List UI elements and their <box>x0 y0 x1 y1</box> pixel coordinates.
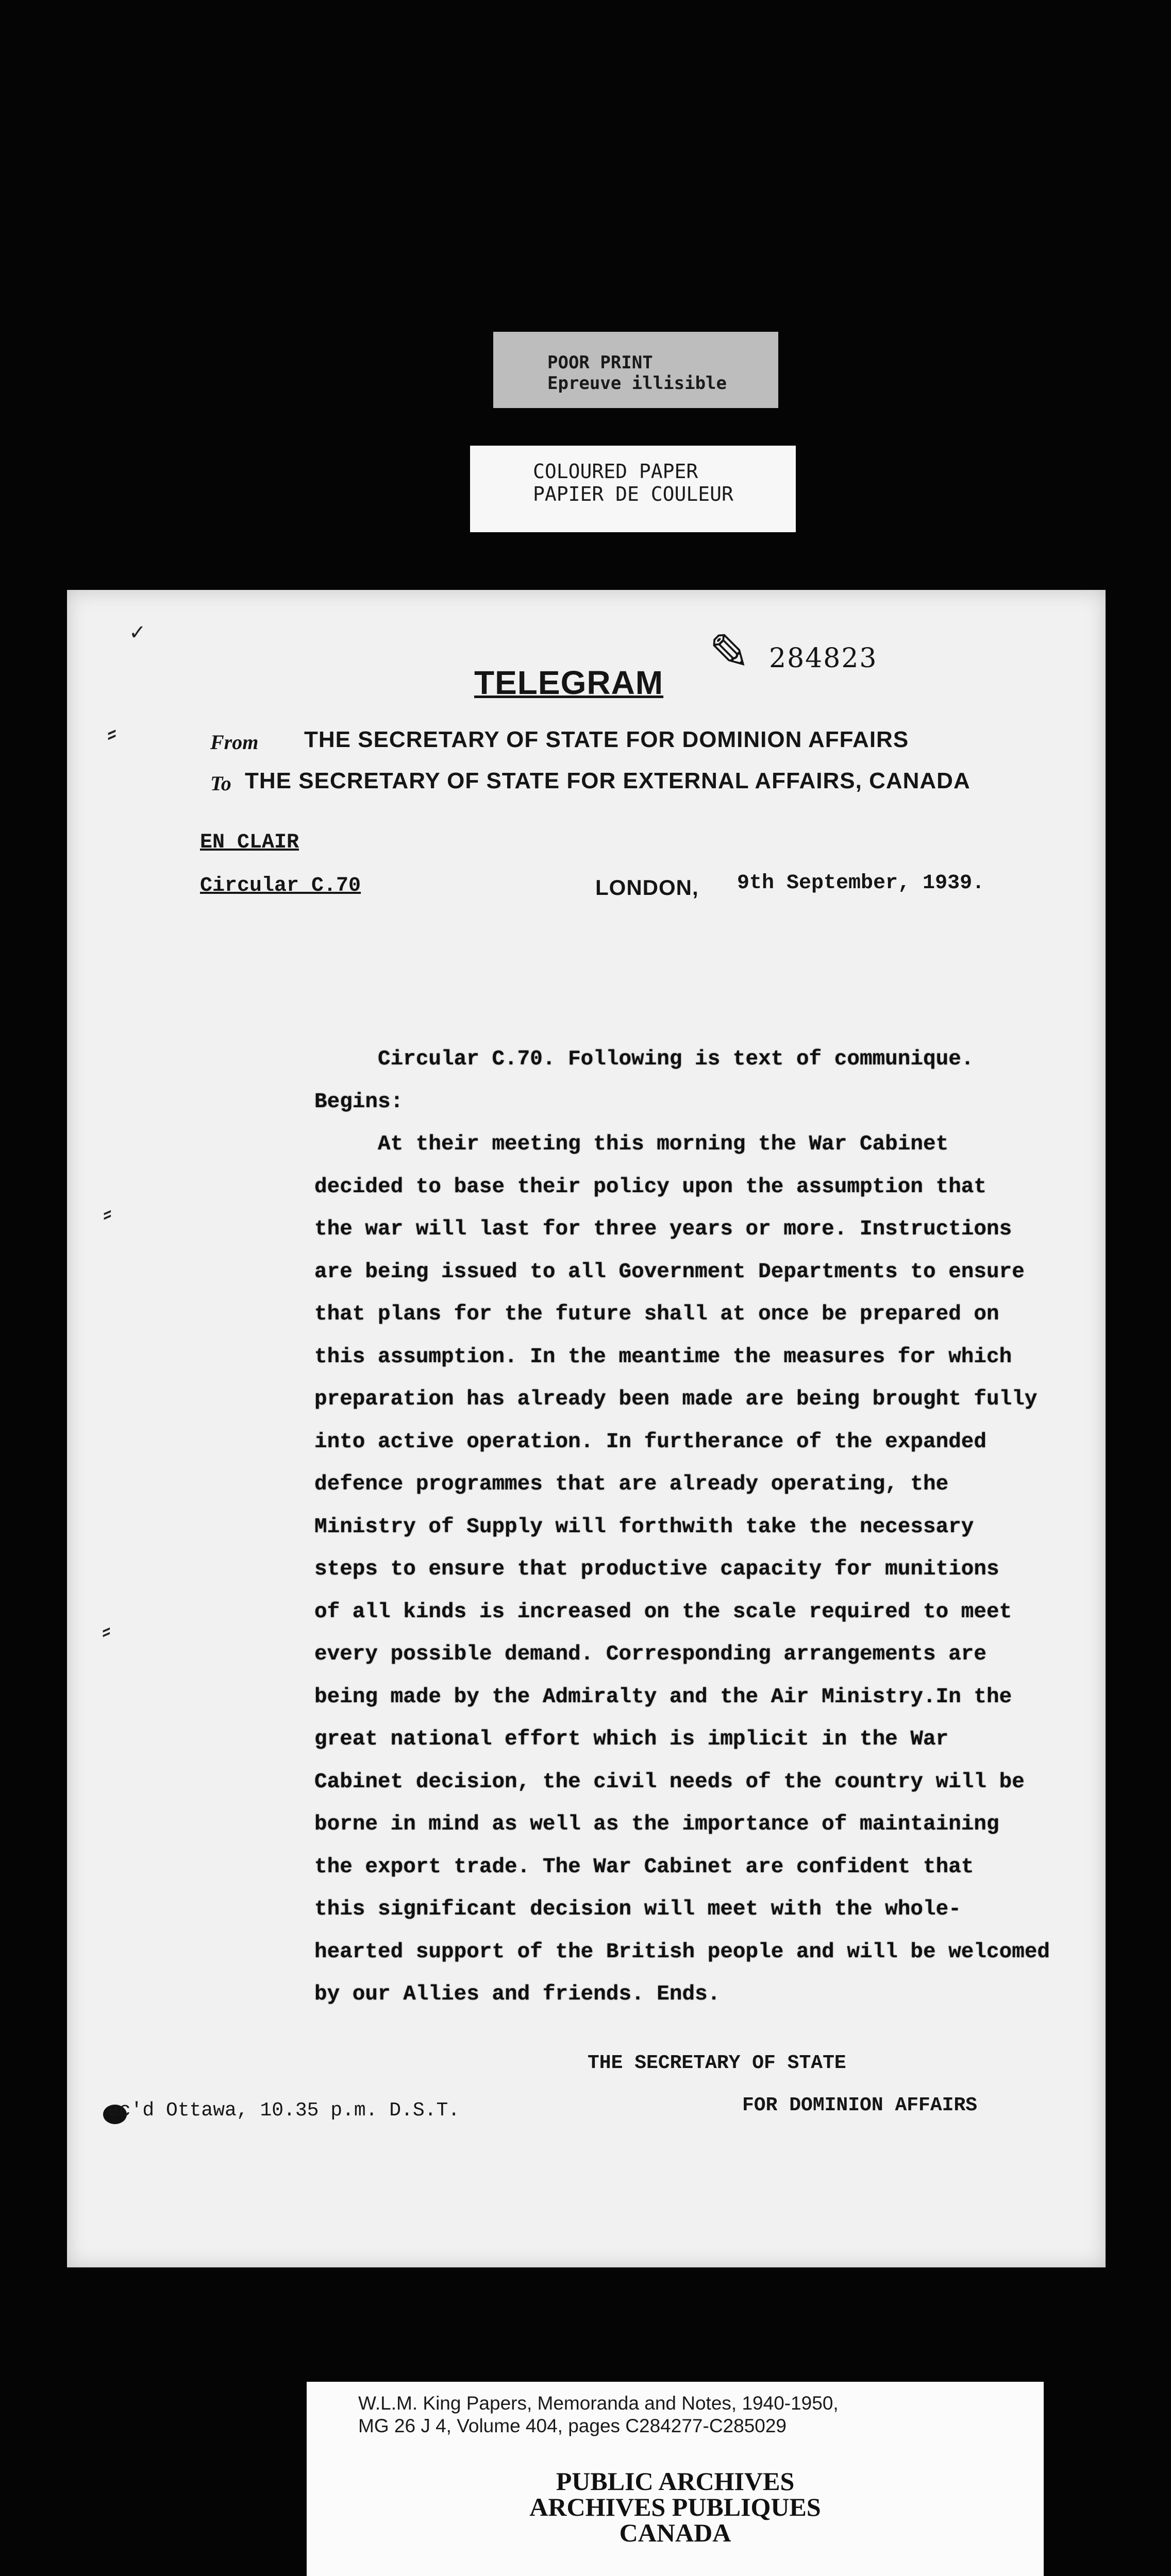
archive-citation <box>358 2392 839 2437</box>
body-line: defence programmes that are already operating, the <box>314 1472 949 1496</box>
body-line: this significant decision will meet with the whole- <box>314 1897 961 1921</box>
to-text: THE SECRETARY OF STATE FOR EXTERNAL AFFAIRS, CANADA <box>245 768 971 793</box>
body-line: Ministry of Supply will forthwith take the necessary <box>314 1515 974 1539</box>
telegram-page <box>67 590 1106 2267</box>
place: LONDON, <box>595 875 699 900</box>
body-line: that plans for the future shall at once be prepared on <box>314 1302 999 1326</box>
archive-line-2: ARCHIVES PUBLIQUES <box>529 2493 821 2521</box>
archive-name <box>307 2468 1044 2546</box>
archive-line-1: PUBLIC ARCHIVES <box>556 2467 795 2496</box>
citation-line-1: W.L.M. King Papers, Memoranda and Notes, 1940-1950, <box>358 2393 839 2414</box>
stamp-mark-icon: ✎ <box>709 623 750 681</box>
margin-mark-icon: ⸗ <box>102 1615 111 1645</box>
poor-print-label <box>493 332 778 408</box>
body-line: every possible demand. Corresponding arrangements are <box>314 1642 987 1666</box>
to-label: To <box>210 772 231 795</box>
body-line: this assumption. In the meantime the measures for which <box>314 1345 1012 1369</box>
tick-mark-icon: ✓ <box>129 621 146 645</box>
body-line: hearted support of the British people and will be welcomed <box>314 1940 1050 1964</box>
circular-reference: Circular C.70 <box>200 874 361 897</box>
received-note: ec'd Ottawa, 10.35 p.m. D.S.T. <box>107 2099 460 2122</box>
from-label: From <box>210 731 259 754</box>
body-line: great national effort which is implicit in the War <box>314 1727 949 1751</box>
poor-print-line-2: Epreuve illisible <box>547 373 727 394</box>
margin-mark-icon: ⸗ <box>103 1198 112 1228</box>
en-clair-heading: EN CLAIR <box>200 831 299 854</box>
citation-line-2: MG 26 J 4, Volume 404, pages C284277-C285029 <box>358 2415 787 2436</box>
coloured-paper-line-1: COLOURED PAPER <box>533 460 698 483</box>
date: 9th September, 1939. <box>737 872 985 895</box>
body-line: of all kinds is increased on the scale required to meet <box>314 1600 1012 1624</box>
body-line: steps to ensure that productive capacity for munitions <box>314 1557 999 1581</box>
body-line: At their meeting this morning the War Cabinet <box>314 1132 949 1156</box>
reference-number: 284823 <box>769 643 878 674</box>
archive-footer-card <box>307 2382 1044 2576</box>
signature-line-2: FOR DOMINION AFFAIRS <box>742 2094 978 2116</box>
from-text: THE SECRETARY OF STATE FOR DOMINION AFFAIRS <box>304 727 909 752</box>
coloured-paper-line-2: PAPIER DE COULEUR <box>533 483 733 505</box>
body-line: preparation has already been made are being brought fully <box>314 1387 1038 1411</box>
coloured-paper-label <box>470 446 796 532</box>
signature-line-1: THE SECRETARY OF STATE <box>588 2052 846 2074</box>
message-body <box>314 1038 1050 2016</box>
poor-print-line-1: POOR PRINT <box>547 352 653 373</box>
body-line: the export trade. The War Cabinet are confident that <box>314 1855 974 1879</box>
body-line: the war will last for three years or more. Instructions <box>314 1217 1012 1241</box>
body-line: into active operation. In furtherance of the expanded <box>314 1430 987 1454</box>
telegram-title: TELEGRAM <box>474 664 664 701</box>
body-line: borne in mind as well as the importance of maintaining <box>314 1812 999 1836</box>
body-line: Circular C.70. Following is text of communique. <box>314 1047 974 1071</box>
archive-line-3: CANADA <box>619 2518 731 2547</box>
margin-mark-icon: ⸗ <box>107 716 116 749</box>
body-line: decided to base their policy upon the assumption that <box>314 1175 987 1199</box>
body-line: by our Allies and friends. Ends. <box>314 1982 721 2006</box>
body-line: are being issued to all Government Departments to ensure <box>314 1260 1025 1284</box>
body-line: Begins: <box>314 1090 404 1114</box>
body-line: Cabinet decision, the civil needs of the country will be <box>314 1770 1025 1794</box>
body-line: being made by the Admiralty and the Air Ministry.In the <box>314 1685 1012 1709</box>
